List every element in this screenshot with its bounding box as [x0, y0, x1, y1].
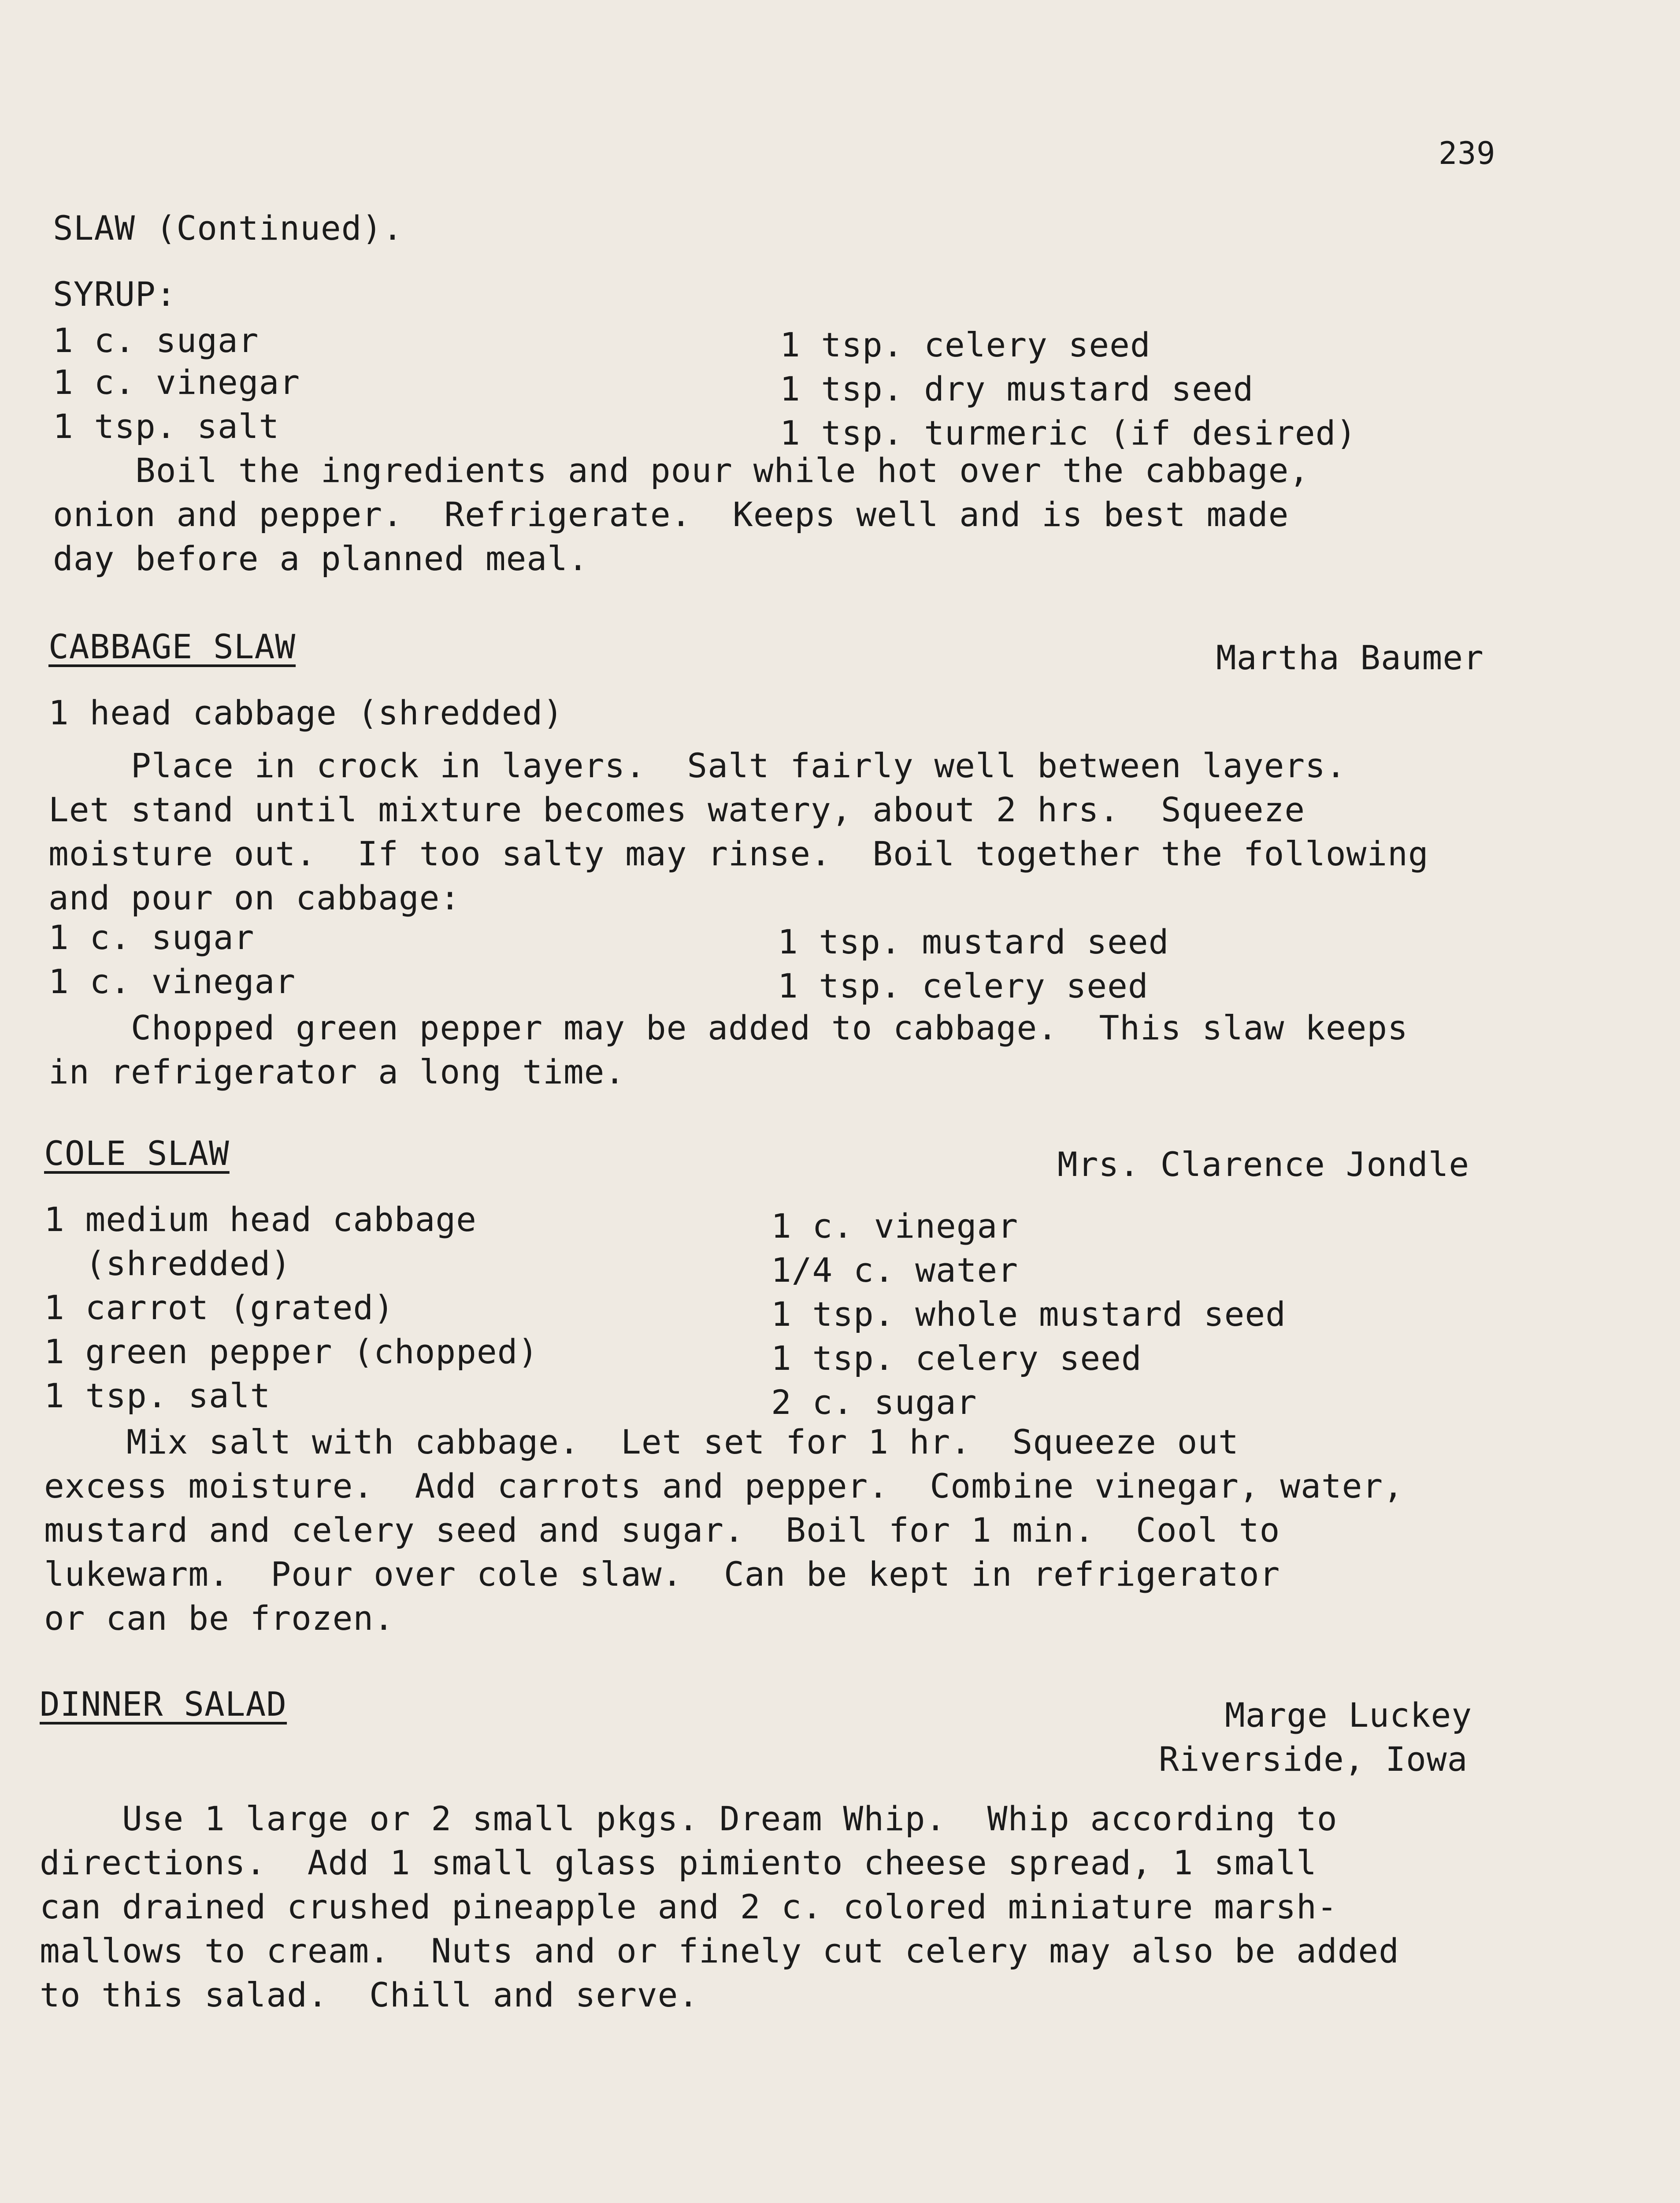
cole-slaw-ingredient-left: 1 medium head cabbage	[44, 1200, 477, 1239]
dinner-salad-author: Marge Luckey	[1225, 1695, 1472, 1735]
cole-slaw-ingredient-left: 1 tsp. salt	[44, 1376, 271, 1415]
cole-slaw-title: COLE SLAW	[44, 1134, 230, 1173]
cole-slaw-ingredient-left: (shredded)	[44, 1244, 292, 1283]
cole-slaw-directions-line: excess moisture. Add carrots and pepper. Combine vinegar, water,	[44, 1466, 1404, 1506]
syrup-ingredient-right: 1 tsp. turmeric (if desired)	[780, 413, 1357, 452]
page-number: 239	[1439, 135, 1496, 171]
syrup-ingredient-right: 1 tsp. dry mustard seed	[780, 369, 1254, 408]
cole-slaw-ingredient-left: 1 carrot (grated)	[44, 1288, 394, 1327]
cole-slaw-ingredient-right: 1 c. vinegar	[771, 1206, 1019, 1246]
dinner-salad-directions-line: to this salad. Chill and serve.	[40, 1975, 699, 2014]
dinner-salad-title: DINNER SALAD	[40, 1684, 287, 1724]
cole-slaw-directions-line: Mix salt with cabbage. Let set for 1 hr. Squeeze out	[44, 1422, 1239, 1461]
syrup-ingredient-right: 1 tsp. celery seed	[780, 325, 1151, 364]
slaw-directions-line: Boil the ingredients and pour while hot over the cabbage,	[53, 451, 1310, 490]
cabbage-slaw-author: Martha Baumer	[1216, 638, 1484, 677]
cabbage-slaw-note-line: in refrigerator a long time.	[48, 1052, 626, 1091]
cole-slaw-ingredient-right: 2 c. sugar	[771, 1383, 977, 1422]
dinner-salad-directions-line: mallows to cream. Nuts and or finely cut celery may also be added	[40, 1931, 1399, 1970]
cole-slaw-ingredient-left: 1 green pepper (chopped)	[44, 1332, 539, 1371]
cole-slaw-ingredient-right: 1 tsp. whole mustard seed	[771, 1294, 1286, 1334]
cole-slaw-ingredient-right: 1/4 c. water	[771, 1250, 1019, 1290]
slaw-directions-line: day before a planned meal.	[53, 539, 589, 578]
dinner-salad-directions-line: can drained crushed pineapple and 2 c. colored miniature marsh-	[40, 1887, 1338, 1926]
cabbage-slaw-ingredient-right: 1 tsp. mustard seed	[778, 922, 1169, 961]
dinner-salad-location: Riverside, Iowa	[1159, 1739, 1468, 1779]
cabbage-slaw-note-line: Chopped green pepper may be added to cabbage. This slaw keeps	[48, 1008, 1408, 1047]
cabbage-slaw-directions-line: and pour on cabbage:	[48, 878, 461, 917]
cole-slaw-directions-line: or can be frozen.	[44, 1598, 394, 1638]
cabbage-slaw-ingredient: 1 head cabbage (shredded)	[48, 693, 564, 732]
syrup-ingredient-left: 1 tsp. salt	[53, 407, 280, 446]
cabbage-slaw-title: CABBAGE SLAW	[48, 627, 296, 666]
cole-slaw-author: Mrs. Clarence Jondle	[1057, 1145, 1470, 1184]
syrup-label: SYRUP:	[53, 274, 177, 314]
cabbage-slaw-directions-line: Let stand until mixture becomes watery, about 2 hrs. Squeeze	[48, 790, 1305, 829]
cole-slaw-directions-line: lukewarm. Pour over cole slaw. Can be kept in refrigerator	[44, 1554, 1280, 1594]
cabbage-slaw-directions-line: Place in crock in layers. Salt fairly well between layers.	[48, 746, 1346, 785]
cabbage-slaw-ingredient-left: 1 c. vinegar	[48, 962, 296, 1001]
dinner-salad-directions-line: directions. Add 1 small glass pimiento cheese spread, 1 small	[40, 1843, 1317, 1882]
cole-slaw-ingredient-right: 1 tsp. celery seed	[771, 1339, 1142, 1378]
syrup-ingredient-left: 1 c. sugar	[53, 321, 259, 360]
cabbage-slaw-directions-line: moisture out. If too salty may rinse. Boil together the following	[48, 834, 1429, 873]
dinner-salad-directions-line: Use 1 large or 2 small pkgs. Dream Whip. Whip according to	[40, 1799, 1338, 1838]
cabbage-slaw-ingredient-right: 1 tsp. celery seed	[778, 966, 1149, 1005]
slaw-continued-heading: SLAW (Continued).	[53, 208, 403, 248]
cole-slaw-directions-line: mustard and celery seed and sugar. Boil for 1 min. Cool to	[44, 1510, 1280, 1550]
cabbage-slaw-ingredient-left: 1 c. sugar	[48, 918, 255, 957]
slaw-directions-line: onion and pepper. Refrigerate. Keeps well and is best made	[53, 495, 1289, 534]
syrup-ingredient-left: 1 c. vinegar	[53, 363, 300, 402]
